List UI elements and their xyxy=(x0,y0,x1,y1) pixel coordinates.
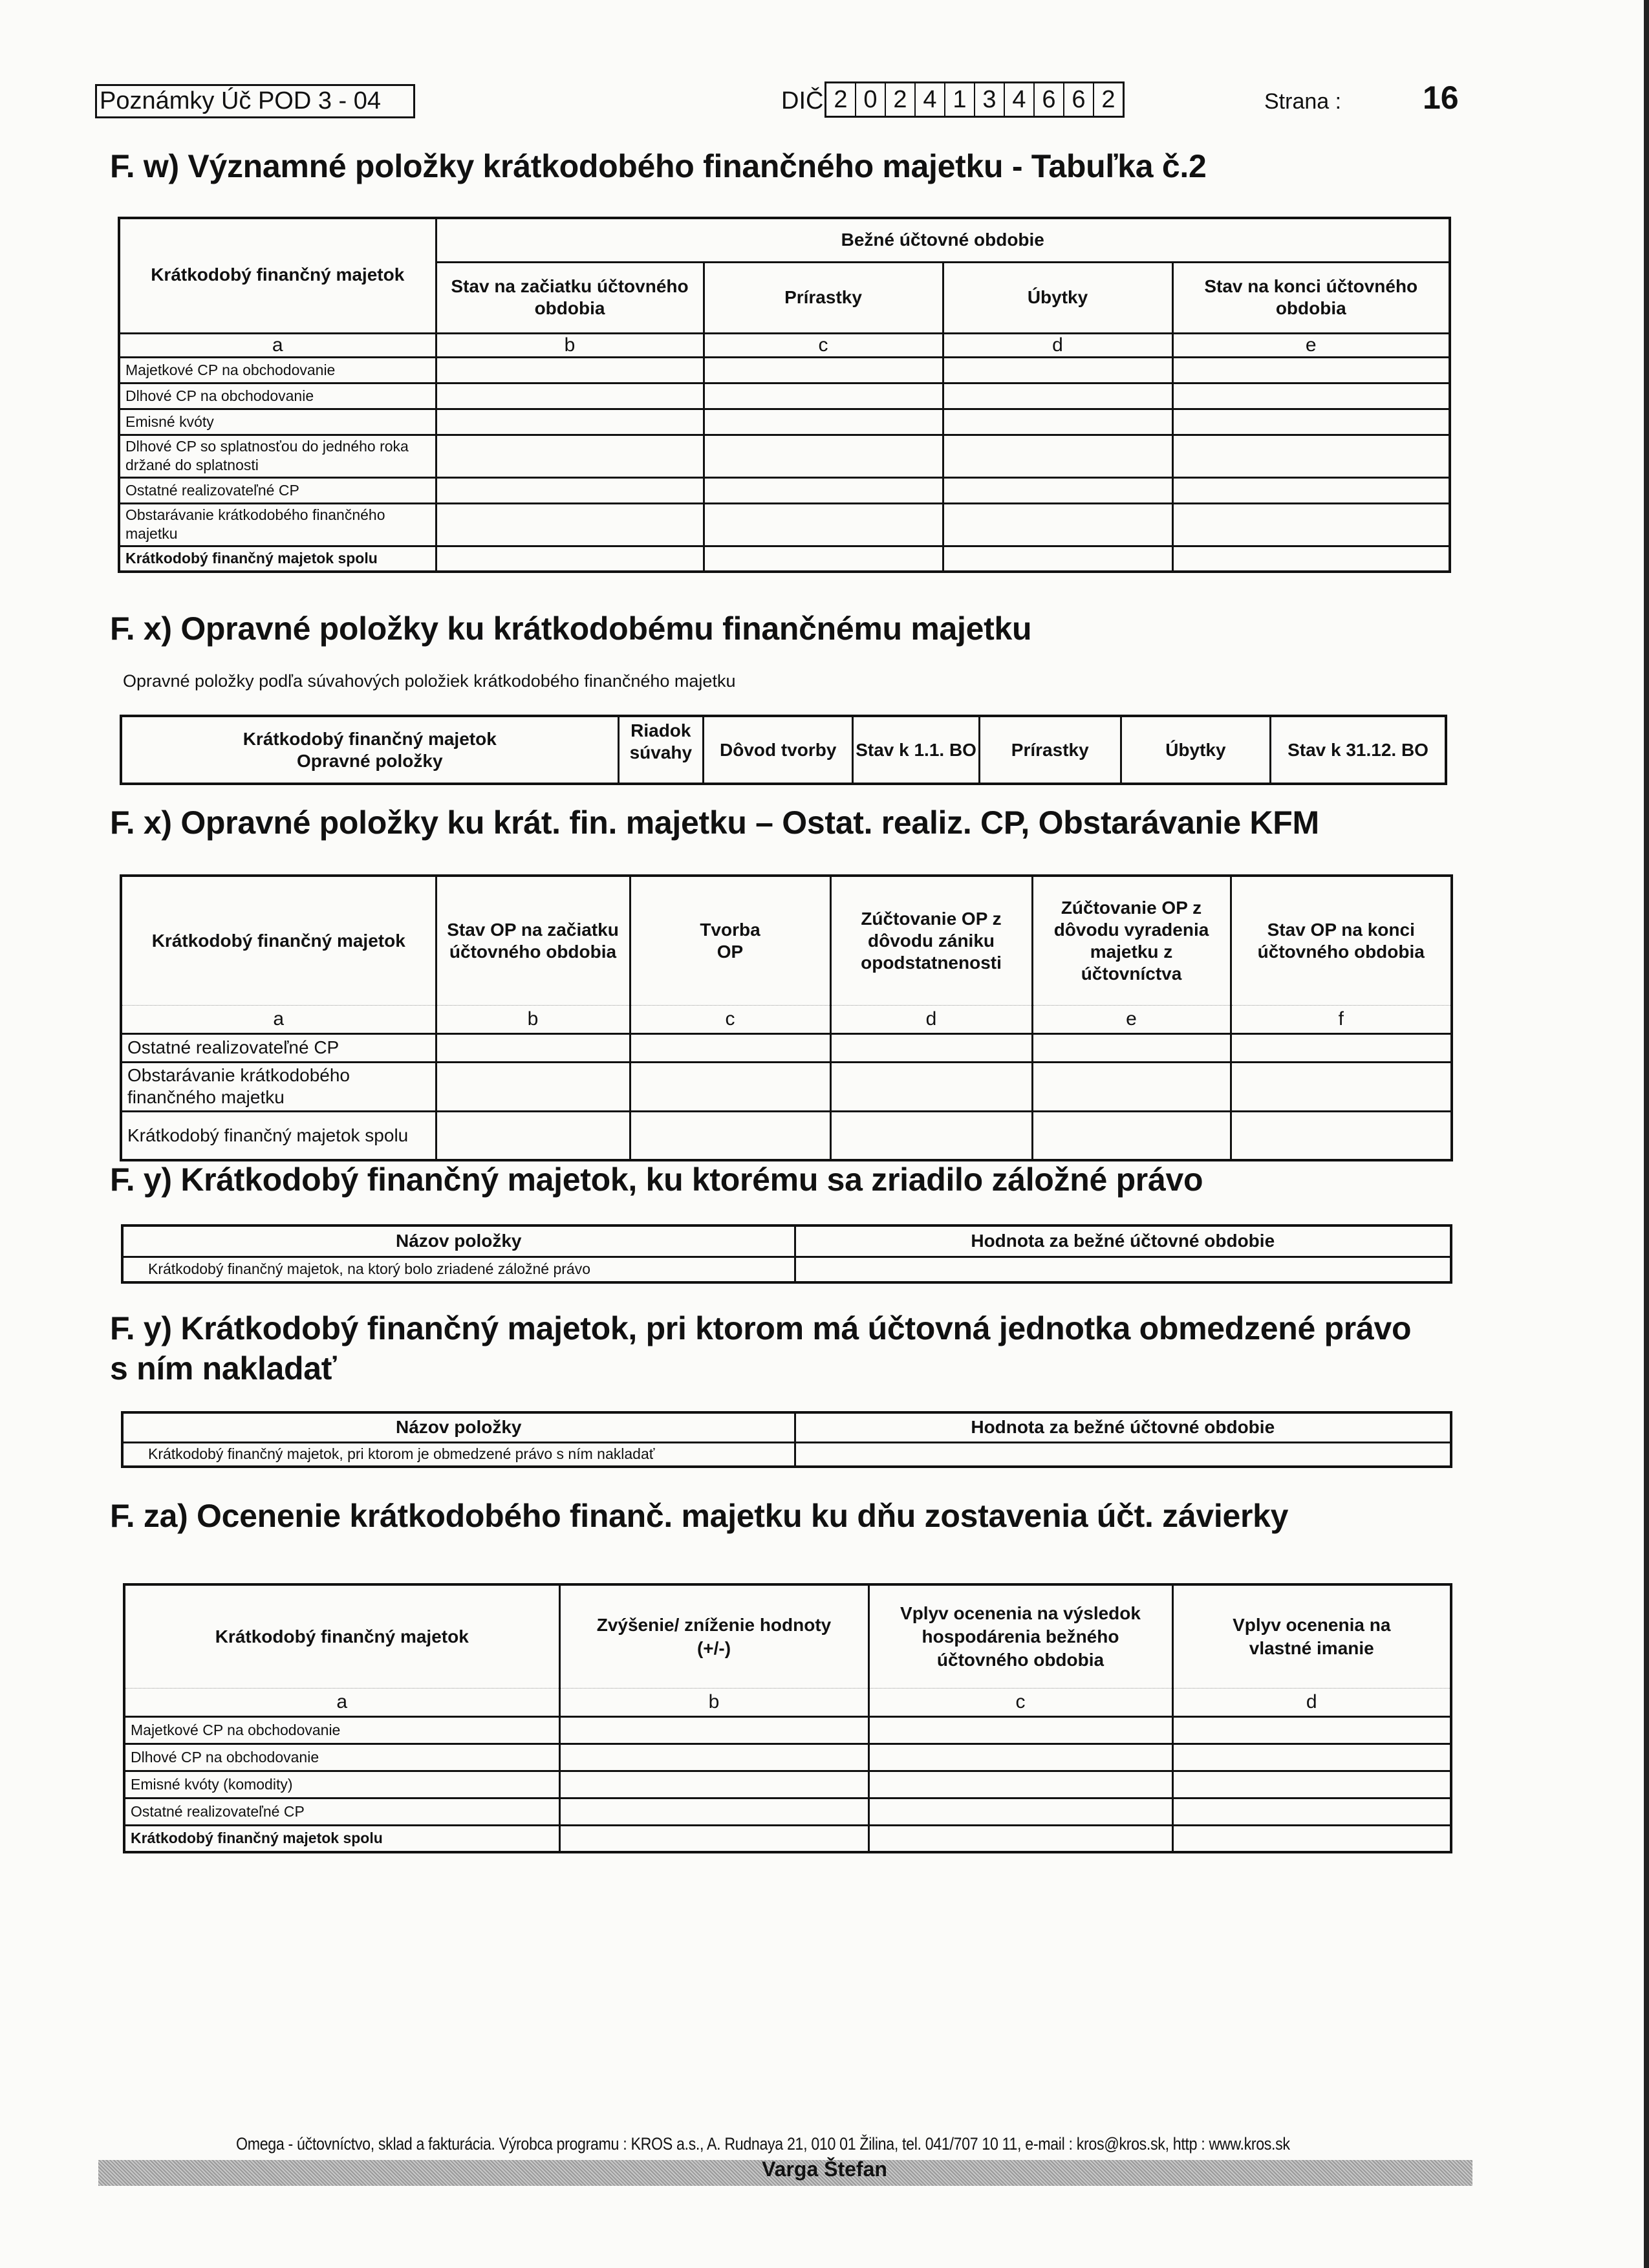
section-fx1-title: F. x) Opravné položky ku krátkodobému finančnému majetku xyxy=(110,610,1032,647)
value-cell[interactable] xyxy=(868,1744,1172,1771)
col-letter: d xyxy=(943,333,1172,357)
title-line: s ním nakladať xyxy=(110,1350,337,1387)
col-header-value: Hodnota za bežné účtovné obdobie xyxy=(795,1412,1451,1442)
table-fy2 xyxy=(121,1411,1452,1468)
period-header: Bežné účtovné obdobie xyxy=(436,218,1450,262)
value-cell[interactable] xyxy=(1172,435,1450,477)
col-letter: c xyxy=(704,333,943,357)
table-fx2 xyxy=(120,874,1453,1161)
value-cell[interactable] xyxy=(436,546,704,572)
row-label: Dlhové CP na obchodovanie xyxy=(124,1744,559,1771)
footer-software-line: Omega - účtovníctvo, sklad a fakturácia. Výrobca programu : KROS a.s., A. Rudnaya 21, 010 01 Žilina, tel. 041/707 10 11, e-mail : kros@kros.sk, http : www.kros.sk xyxy=(236,2134,1290,2154)
value-cell[interactable] xyxy=(943,477,1172,503)
col-a-header: Krátkodobý finančný majetok xyxy=(121,876,436,1005)
row-label: Majetkové CP na obchodovanie xyxy=(124,1716,559,1744)
table-row xyxy=(119,409,1450,435)
table-fy1 xyxy=(121,1224,1452,1284)
table-row xyxy=(119,503,1450,546)
value-cell[interactable] xyxy=(559,1771,868,1798)
section-fy1-title: F. y) Krátkodobý finančný majetok, ku ktorému sa zriadilo záložné právo xyxy=(110,1161,1203,1198)
value-cell[interactable] xyxy=(1231,1033,1452,1062)
value-cell[interactable] xyxy=(1032,1033,1231,1062)
value-cell[interactable] xyxy=(436,1062,630,1111)
table-row xyxy=(121,1062,1452,1111)
value-cell[interactable] xyxy=(1231,1062,1452,1111)
col-letter: a xyxy=(119,333,436,357)
col-header: Stav OP na začiatku účtovného obdobia xyxy=(436,876,630,1005)
table-row xyxy=(121,1033,1452,1062)
dic-digits xyxy=(824,81,1125,118)
section-fza-title: F. za) Ocenenie krátkodobého finanč. majetku ku dňu zostavenia účt. závierky xyxy=(110,1498,1289,1534)
value-cell[interactable] xyxy=(830,1033,1032,1062)
row-label: Krátkodobý finančný majetok spolu xyxy=(121,1111,436,1160)
col-header: Zvýšenie/ zníženie hodnoty (+/-) xyxy=(559,1584,868,1688)
row-label: Krátkodobý finančný majetok spolu xyxy=(124,1825,559,1852)
value-cell[interactable] xyxy=(1172,383,1450,409)
col-letter: d xyxy=(1172,1688,1451,1716)
value-cell[interactable] xyxy=(559,1716,868,1744)
col-header-line: Riadok xyxy=(630,720,691,740)
value-cell[interactable] xyxy=(1032,1062,1231,1111)
section-fw-title: F. w) Významné položky krátkodobého finančného majetku - Tabuľka č.2 xyxy=(110,148,1207,184)
col-header-line: Opravné položky xyxy=(296,750,443,771)
col-a-header: Krátkodobý finančný majetok xyxy=(124,1584,559,1688)
col-header: Stav na konci účtovného obdobia xyxy=(1172,262,1450,333)
row-label: Krátkodobý finančný majetok spolu xyxy=(119,546,436,572)
table-row xyxy=(124,1771,1451,1798)
col-header: Stav k 31.12. BO xyxy=(1271,716,1446,784)
value-cell[interactable] xyxy=(1172,1798,1451,1825)
col-letter: c xyxy=(630,1005,830,1033)
row-label: Emisné kvóty (komodity) xyxy=(124,1771,559,1798)
section-fx2-title: F. x) Opravné položky ku krát. fin. majetku – Ostat. realiz. CP, Obstarávanie KFM xyxy=(110,805,1319,841)
col-header: Dôvod tvorby xyxy=(704,716,853,784)
col-header: Stav na začiatku účtovného obdobia xyxy=(436,262,704,333)
value-cell[interactable] xyxy=(704,383,943,409)
value-cell[interactable] xyxy=(704,409,943,435)
col-header: Zúčtovanie OP z dôvodu vyradenia majetku z účtovníctva xyxy=(1032,876,1231,1005)
dic-digit: 6 xyxy=(1064,83,1094,116)
value-cell[interactable] xyxy=(704,503,943,546)
row-label: Ostatné realizovateľné CP xyxy=(124,1798,559,1825)
value-cell[interactable] xyxy=(436,1033,630,1062)
form-label: Poznámky Úč POD 3 - 04 xyxy=(95,84,415,118)
col-header-value: Hodnota za bežné účtovné obdobie xyxy=(795,1226,1451,1257)
col-letter: a xyxy=(121,1005,436,1033)
footer-name: Varga Štefan xyxy=(762,2157,887,2181)
dic-label: DIČ xyxy=(781,87,824,114)
value-cell[interactable] xyxy=(630,1062,830,1111)
value-cell[interactable] xyxy=(1172,1771,1451,1798)
dic-digit: 2 xyxy=(886,83,916,116)
page-number: 16 xyxy=(1423,80,1459,116)
row-label: Emisné kvóty xyxy=(119,409,436,435)
dic-digit: 1 xyxy=(945,83,975,116)
col-header-line: Krátkodobý finančný majetok xyxy=(242,728,497,749)
table-row-total xyxy=(119,546,1450,572)
value-cell[interactable] xyxy=(868,1771,1172,1798)
value-cell[interactable] xyxy=(436,357,704,383)
value-cell[interactable] xyxy=(868,1716,1172,1744)
value-cell[interactable] xyxy=(868,1825,1172,1852)
value-cell[interactable] xyxy=(1231,1111,1452,1160)
value-cell[interactable] xyxy=(943,357,1172,383)
row-label: Obstarávanie krátkodobého finančného majetku xyxy=(119,503,436,546)
table-row-total xyxy=(121,1111,1452,1160)
dic-digit: 2 xyxy=(826,83,856,116)
table-row xyxy=(124,1798,1451,1825)
row-label: Dlhové CP so splatnosťou do jedného roka držané do splatnosti xyxy=(119,435,436,477)
value-cell[interactable] xyxy=(559,1798,868,1825)
value-cell[interactable] xyxy=(436,383,704,409)
table-row xyxy=(124,1744,1451,1771)
dic-digit: 4 xyxy=(1005,83,1035,116)
table-row xyxy=(119,357,1450,383)
col-letter: e xyxy=(1032,1005,1231,1033)
col-header: Zúčtovanie OP z dôvodu zániku opodstatnenosti xyxy=(830,876,1032,1005)
table-fw xyxy=(118,217,1451,573)
title-line: F. y) Krátkodobý finančný majetok, pri ktorom má účtovná jednotka obmedzené právo xyxy=(110,1310,1412,1346)
col-header-line: súvahy xyxy=(629,742,693,762)
col-header: Prírastky xyxy=(979,716,1121,784)
scan-edge xyxy=(1644,0,1649,2268)
value-cell[interactable] xyxy=(704,435,943,477)
row-label: Majetkové CP na obchodovanie xyxy=(119,357,436,383)
value-cell[interactable] xyxy=(1172,1744,1451,1771)
value-cell[interactable] xyxy=(830,1062,1032,1111)
col-header: Vplyv ocenenia na vlastné imanie xyxy=(1172,1584,1451,1688)
value-cell[interactable] xyxy=(1172,503,1450,546)
value-cell[interactable] xyxy=(943,435,1172,477)
value-cell[interactable] xyxy=(943,409,1172,435)
value-cell[interactable] xyxy=(1032,1111,1231,1160)
col-letter: e xyxy=(1172,333,1450,357)
value-cell[interactable] xyxy=(868,1798,1172,1825)
value-cell[interactable] xyxy=(436,435,704,477)
dic-digit: 3 xyxy=(975,83,1005,116)
row-label: Ostatné realizovateľné CP xyxy=(119,477,436,503)
value-cell[interactable] xyxy=(1172,1716,1451,1744)
row-label: Dlhové CP na obchodovanie xyxy=(119,383,436,409)
value-cell[interactable] xyxy=(436,409,704,435)
col-header: Úbytky xyxy=(943,262,1172,333)
value-cell[interactable] xyxy=(795,1257,1451,1282)
table-row xyxy=(124,1716,1451,1744)
row-label: Krátkodobý finančný majetok, na ktorý bolo zriadené záložné právo xyxy=(122,1257,795,1282)
value-cell[interactable] xyxy=(1172,1825,1451,1852)
value-cell[interactable] xyxy=(1172,477,1450,503)
value-cell[interactable] xyxy=(1172,409,1450,435)
section-fx1-subtitle: Opravné položky podľa súvahových položiek krátkodobého finančného majetku xyxy=(123,671,736,691)
col-a-header: Krátkodobý finančný majetok xyxy=(119,218,436,333)
table-row xyxy=(119,435,1450,477)
col-header: Prírastky xyxy=(704,262,943,333)
dic-digit: 0 xyxy=(856,83,886,116)
value-cell[interactable] xyxy=(704,357,943,383)
col-header: Stav k 1.1. BO xyxy=(853,716,979,784)
col-header xyxy=(618,716,704,784)
value-cell[interactable] xyxy=(436,477,704,503)
col-header-name: Názov položky xyxy=(122,1412,795,1442)
col-header: Stav OP na konci účtovného obdobia xyxy=(1231,876,1452,1005)
col-header: Vplyv ocenenia na výsledok hospodárenia bežného účtovného obdobia xyxy=(868,1584,1172,1688)
value-cell[interactable] xyxy=(630,1111,830,1160)
value-cell[interactable] xyxy=(630,1033,830,1062)
col-letter: b xyxy=(436,1005,630,1033)
table-row xyxy=(122,1442,1451,1467)
value-cell[interactable] xyxy=(943,546,1172,572)
page-label: Strana : xyxy=(1264,89,1342,114)
dic-digit: 4 xyxy=(916,83,945,116)
table-fza xyxy=(123,1583,1452,1853)
col-letter: d xyxy=(830,1005,1032,1033)
col-letter: c xyxy=(868,1688,1172,1716)
table-row xyxy=(122,1257,1451,1282)
table-row xyxy=(119,383,1450,409)
section-fy2-title xyxy=(110,1310,1411,1387)
value-cell[interactable] xyxy=(436,503,704,546)
col-letter: b xyxy=(436,333,704,357)
value-cell[interactable] xyxy=(704,546,943,572)
value-cell[interactable] xyxy=(795,1442,1451,1467)
value-cell[interactable] xyxy=(559,1825,868,1852)
value-cell[interactable] xyxy=(943,383,1172,409)
table-fx1 xyxy=(120,715,1447,785)
value-cell[interactable] xyxy=(1172,357,1450,383)
value-cell[interactable] xyxy=(704,477,943,503)
row-label: Ostatné realizovateľné CP xyxy=(121,1033,436,1062)
col-header: Tvorba OP xyxy=(630,876,830,1005)
value-cell[interactable] xyxy=(559,1744,868,1771)
col-header-name: Názov položky xyxy=(122,1226,795,1257)
row-label: Obstarávanie krátkodobého finančného majetku xyxy=(121,1062,436,1111)
table-row-total xyxy=(124,1825,1451,1852)
col-header xyxy=(121,716,618,784)
col-letter: b xyxy=(559,1688,868,1716)
row-label: Krátkodobý finančný majetok, pri ktorom je obmedzené právo s ním nakladať xyxy=(122,1442,795,1467)
col-header: Úbytky xyxy=(1121,716,1270,784)
dic-digit: 6 xyxy=(1035,83,1064,116)
table-row xyxy=(119,477,1450,503)
col-letter: a xyxy=(124,1688,559,1716)
value-cell[interactable] xyxy=(943,503,1172,546)
value-cell[interactable] xyxy=(830,1111,1032,1160)
col-letter: f xyxy=(1231,1005,1452,1033)
value-cell[interactable] xyxy=(436,1111,630,1160)
dic-digit: 2 xyxy=(1101,86,1116,113)
value-cell[interactable] xyxy=(1172,546,1450,572)
